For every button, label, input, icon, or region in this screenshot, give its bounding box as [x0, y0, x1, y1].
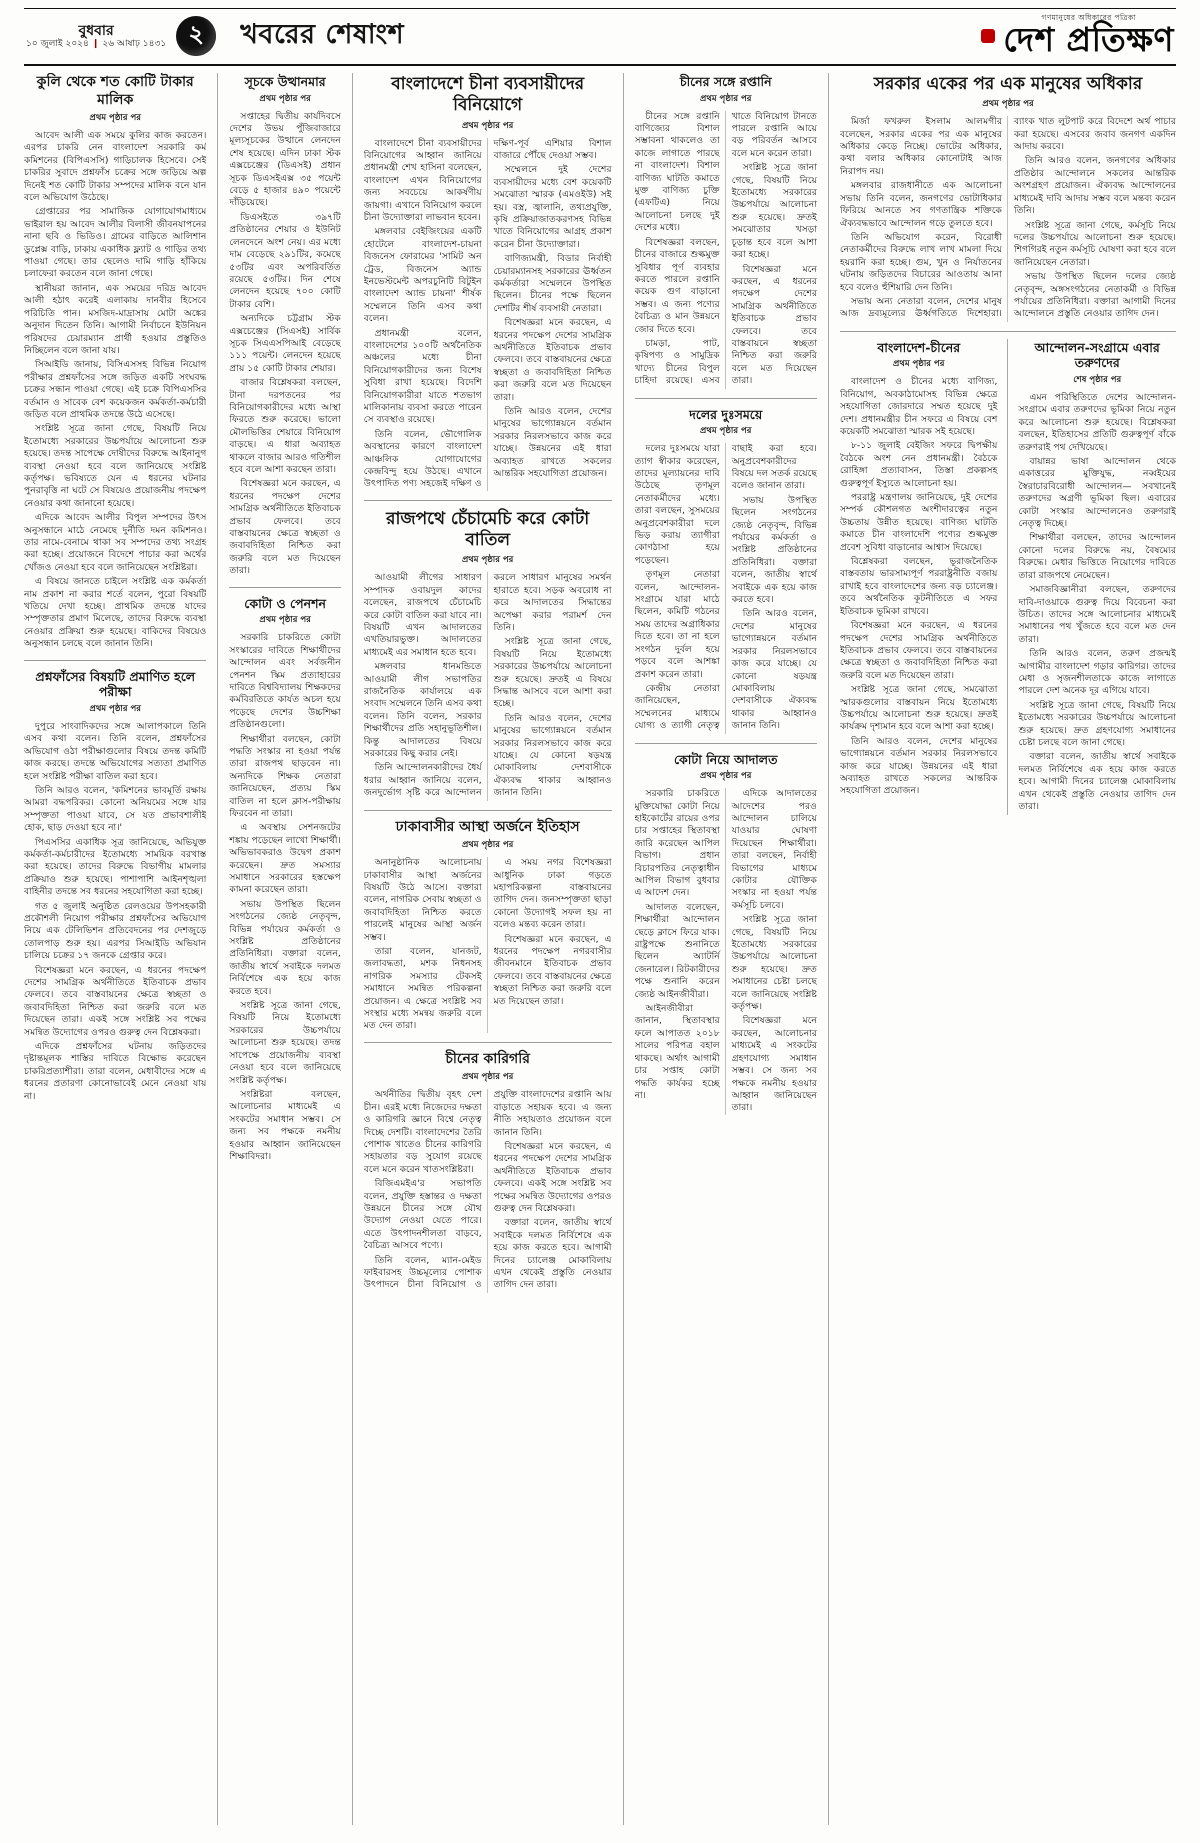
- paragraph: বিশ্লেষকরা বলছেন, ভূরাজনৈতিক বাস্তবতায় ভারসাম্যপূর্ণ পররাষ্ট্রনীতি বজায় রাখাই হবে বাংলাদেশের জন্য বড় চ্যালেঞ্জ। তবে অর্থনৈতিক কূটনীতিতে এ সফর ইতিবাচক ভূমিকা রাখবে।: [839, 556, 998, 617]
- paragraph: সংশ্লিষ্ট সূত্রে জানা গেছে, সমঝোতা স্মারকগুলোর বাস্তবায়ন নিয়ে ইতোমধ্যে উচ্চপর্যায়ে আলোচনা শুরু হয়েছে। দ্রুতই কার্যক্রম দৃশ্যমান হবে বলে আশা করা হচ্ছে।: [839, 684, 998, 733]
- article-body: [229, 111, 340, 578]
- column-4: [635, 73, 817, 1825]
- date-separator-icon: ❙: [91, 38, 100, 49]
- continued-from-label: প্রথম পৃষ্ঠার পর: [700, 426, 752, 437]
- article-dhakabashir-astha: [364, 810, 612, 1033]
- paragraph: শিক্ষার্থীরা বলছেন, কোটা পদ্ধতি সংস্কার না হওয়া পর্যন্ত তারা রাজপথ ছাড়বেন না। অন্যদিকে শিক্ষক নেতারা জানিয়েছেন, প্রত্যয় স্কিম বাতিল না হলে ক্লাস-পরীক্ষায় ফিরবেন না তারা।: [229, 733, 341, 819]
- article-body: [364, 572, 612, 800]
- article-title: চীনের কারিগরি: [445, 1050, 530, 1067]
- paragraph: বাংলাদেশে চীনা ব্যবসায়ীদের বিনিয়োগের আহ্বান জানিয়ে প্রধানমন্ত্রী শেখ হাসিনা বলেছেন, বাংলাদেশ এখন বিনিয়োগের জন্য সবচেয়ে আকর্ষণীয় জায়গা। এখানে বিনিয়োগ করলে চীনা উদ্যোক্তারা লাভবান হবেন।: [363, 137, 482, 223]
- continued-from-label: প্রথম পৃষ্ঠার পর: [893, 359, 945, 370]
- paragraph: সংশ্লিষ্ট সূত্রে জানা গেছে, বিষয়টি নিয়ে ইতোমধ্যে সরকারের উচ্চপর্যায়ে আলোচনা শুরু হয়েছে। তদন্ত সাপেক্ষে দোষীদের বিরুদ্ধে আইনানুগ ব্যবস্থা নেওয়া হবে বলে জানিয়েছে সংশ্লিষ্ট কর্তৃপক্ষ। ভবিষ্যতে যেন এ ধরনের ঘটনার পুনরাবৃত্তি না ঘটে সে বিষয়েও প্রয়োজনীয় পদক্ষেপ নেওয়ার কথা জানানো হয়েছে।: [24, 423, 207, 509]
- article-proshnofash-porikkha: [24, 660, 206, 1103]
- article-body: [635, 788, 817, 1115]
- article-title: বাংলাদেশে চীনা ব্যবসায়ীদের বিনিয়োগে: [391, 74, 585, 116]
- paragraph: এদিকে আবেদ আলীর বিপুল সম্পদের উৎস অনুসন্ধানে মাঠে নেমেছে দুর্নীতি দমন কমিশনও। তার নামে-বেনামে থাকা সব সম্পদের তথ্য সংগ্রহ করা হচ্ছে। প্রয়োজনে বিদেশে পাচার করা অর্থের খোঁজও নেওয়া হবে বলে জানিয়েছেন সংশ্লিষ্টরা।: [24, 512, 207, 573]
- paragraph: তারা বলেন, যানজট, জলাবদ্ধতা, মশক নিধনসহ নাগরিক সমস্যার টেকসই সমাধানে সমন্বিত পরিকল্পনা প্রয়োজন। এ ক্ষেত্রে সংশ্লিষ্ট সব সংস্থার মধ্যে সমন্বয় জরুরি বলে মত দেন তারা।: [363, 946, 482, 1032]
- paragraph: তিনি আন্দোলনকারীদের ধৈর্য ধরার আহ্বান জানিয়ে বলেন, জনদুর্ভোগ সৃষ্টি করে আন্দোলন করলে সাধারণ মানুষের সমর্থন হারাতে হবে। সড়ক অবরোধ না করে আদালতের সিদ্ধান্তের অপেক্ষা করার পরামর্শ দেন তিনি।: [363, 572, 612, 799]
- paragraph: এ সময় নগর বিশেষজ্ঞরা আধুনিক ঢাকা গড়তে মহাপরিকল্পনা বাস্তবায়নের তাগিদ দেন। জনসম্পৃক্ততা ছাড়া কোনো উদ্যোগই সফল হয় না বলেও মন্তব্য করেন তারা।: [493, 857, 612, 931]
- continued-from-label: প্রথম পৃষ্ঠার পর: [461, 840, 514, 851]
- article-body: [840, 376, 998, 797]
- paragraph: সংশ্লিষ্ট সূত্রে জানা গেছে, বিষয়টি নিয়ে ইতোমধ্যে সরকারের উচ্চপর্যায়ে আলোচনা শুরু হয়েছে। দ্রুত গ্রহণযোগ্য সমাধানের চেষ্টা চলছে বলে জানা গেছে।: [1018, 699, 1176, 748]
- date-bengali: ২৬ আষাঢ় ১৪৩১: [102, 38, 167, 49]
- masthead-logo-icon: [981, 29, 995, 43]
- date-gregorian: ১০ জুলাই ২০২৪: [26, 38, 89, 49]
- column-divider: [217, 73, 218, 1825]
- paragraph: তিনি আরও বলেন, দেশের মানুষের ভাগ্যোন্নয়নে বর্তমান সরকার নিরলসভাবে কাজ করে যাচ্ছে। যে কোনো ষড়যন্ত্র মোকাবিলায় দেশবাসীকে ঐক্যবদ্ধ থাকার আহ্বানও জানান তিনি।: [493, 712, 612, 799]
- article-chiner-karigori: [364, 1042, 612, 1293]
- paragraph: বিশেষজ্ঞরা বলছেন, চীনের বাজারে শুল্কমুক্ত সুবিধার পূর্ণ ব্যবহার করতে পারলে রপ্তানি কয়েক গুণ বাড়ানো সম্ভব। এ জন্য পণ্যের বৈচিত্র্য ও মান উন্নয়নে জোর দিতে হবে।: [634, 236, 720, 335]
- paragraph: আদালত বলেছেন, শিক্ষার্থীরা আন্দোলন ছেড়ে ক্লাসে ফিরে যাক। রাষ্ট্রপক্ষে শুনানিতে ছিলেন অ্যাটর্নি জেনারেল। রিটকারীদের পক্ষে শুনানি করেন জ্যেষ্ঠ আইনজীবীরা।: [634, 901, 720, 1000]
- section-title: খবরের শেষাংশ: [240, 18, 405, 50]
- paragraph: বিজিএমইএ'র সভাপতি বলেন, প্রযুক্তি হস্তান্তর ও দক্ষতা উন্নয়নে চীনের সঙ্গে যৌথ উদ্যোগ নেওয়া যেতে পারে। এতে উৎপাদনশীলতা বাড়বে, বৈচিত্র্য আসবে পণ্যে।: [363, 1178, 482, 1252]
- article-title: কোটা ও পেনশন: [244, 595, 326, 611]
- paragraph: সংশ্লিষ্ট সূত্রে জানা গেছে, বিষয়টি নিয়ে ইতোমধ্যে সরকারের উচ্চপর্যায়ে আলোচনা শুরু হয়েছে। দ্রুতই এ বিষয়ে সিদ্ধান্ত আসবে বলে আশা করা হচ্ছে।: [493, 636, 612, 710]
- paragraph: গ্রেপ্তারের পর সামাজিক যোগাযোগমাধ্যমে ভাইরাল হয় আবেদ আলীর বিলাসী জীবনযাপনের নানা ছবি ও ভিডিও। গ্রামের বাড়িতে আলিশান ডুপ্লেক্স বাড়ি, ঢাকায় একাধিক ফ্ল্যাট ও গাড়ির তথ্য পাওয়া গেছে। তার ছেলেও দামি গাড়ি হাঁকিয়ে চলাফেরা করতেন বলে জানা গেছে।: [24, 206, 207, 280]
- continued-from-label: প্রথম পৃষ্ঠার পর: [89, 703, 141, 714]
- paragraph: তিনি আরও বলেন, জনগণের অধিকার প্রতিষ্ঠার আন্দোলনে সকলের আন্তরিক অংশগ্রহণ প্রয়োজন। ঐক্যবদ্ধ আন্দোলনের মাধ্যমেই দাবি আদায় সম্ভব বলে মন্তব্য করেন তিনি।: [1013, 155, 1176, 217]
- paragraph: মঙ্গলবার ধানমন্ডিতে আওয়ামী লীগ সভাপতির রাজনৈতিক কার্যালয়ে এক সংবাদ সম্মেলনে তিনি এসব কথা বলেন। তিনি বলেন, সরকার শিক্ষার্থীদের প্রতি সহানুভূতিশীল। কিন্তু আদালতের বিষয়ে সরকারের কিছু করার নেই।: [363, 661, 482, 760]
- paragraph: বিশেষজ্ঞরা মনে করছেন, এ ধরনের পদক্ষেপ দেশের সামগ্রিক অর্থনীতিতে ইতিবাচক প্রভাব ফেলবে। তবে বাস্তবায়নের ক্ষেত্রে স্বচ্ছতা ও জবাবদিহিতা নিশ্চিত করা জরুরি বলে মত দিয়েছেন তারা।: [229, 478, 341, 577]
- paragraph: তিনি আরও বলেন, তরুণ প্রজন্মই আগামীর বাংলাদেশ গড়ার কারিগর। তাদের মেধা ও সৃজনশীলতাকে কাজে লাগাতে পারলে দেশ অনেক দূর এগিয়ে যাবে।: [1018, 648, 1176, 697]
- page-number-badge: ২: [176, 16, 216, 56]
- article-bangladesh-chiner: [840, 340, 998, 798]
- paragraph: সম্মেলনে দুই দেশের ব্যবসায়ীদের মধ্যে বেশ কয়েকটি সমঝোতা স্মারক (এমওইউ) সই হয়। বস্ত্র, জ্বালানি, তথ্যপ্রযুক্তি, কৃষি প্রক্রিয়াজাতকরণসহ বিভিন্ন খাতে বিনিয়োগের আগ্রহ প্রকাশ করেন চীনা উদ্যোক্তারা।: [493, 164, 612, 250]
- article-body: [364, 857, 612, 1033]
- article-body: [364, 1089, 612, 1293]
- column-divider: [1007, 339, 1008, 816]
- article-title: কুলি থেকে শত কোটি টাকার মালিক: [36, 74, 194, 108]
- paragraph: বিশেষজ্ঞরা মনে করছেন, এ ধরনের পদক্ষেপ দেশের সামগ্রিক অর্থনীতিতে ইতিবাচক প্রভাব ফেলবে। একই সঙ্গে সংশ্লিষ্ট সব পক্ষের সমন্বিত উদ্যোগের ওপরও গুরুত্ব দেন বিশ্লেষকরা।: [493, 1141, 612, 1215]
- paragraph: আবেদ আলী এক সময়ে কুলির কাজ করতেন। এরপর চাকরি নেন বাংলাদেশ সরকারি কর্ম কমিশনের (বিপিএসসি) গাড়িচালক হিসেবে। সেই চাকরির সুবাদে প্রশ্নফাঁস চক্রের সঙ্গে জড়িয়ে অল্প দিনেই শত কোটি টাকার সম্পদের মালিক বনে যান বলে অভিযোগ উঠেছে।: [24, 130, 207, 204]
- article-title: দলের দুঃসময়ে: [689, 406, 763, 422]
- paragraph: বাণিজ্যমন্ত্রী, বিডার নির্বাহী চেয়ারম্যানসহ সরকারের ঊর্ধ্বতন কর্মকর্তারা সম্মেলনে উপস্থিত ছিলেন। চীনের পক্ষে ছিলেন দেশটির শীর্ষ ব্যবসায়ী নেতারা।: [493, 253, 612, 314]
- continued-from-label: প্রথম পৃষ্ঠার পর: [89, 113, 141, 123]
- paragraph: সরকারি চাকরিতে কোটা সংস্কারের দাবিতে শিক্ষার্থীদের আন্দোলন এবং সর্বজনীন পেনশন স্কিম প্রত্যাহারের দাবিতে বিশ্ববিদ্যালয় শিক্ষকদের কর্মবিরতিতে কার্যত অচল হয়ে পড়েছে দেশের উচ্চশিক্ষা প্রতিষ্ঠানগুলো।: [229, 632, 341, 731]
- paragraph: তিনি বলেন, ম্যান-মেইড ফাইবারসহ উচ্চমূল্যের পোশাক উৎপাদনে চীনা বিনিয়োগ ও প্রযুক্তি বাংলাদেশের রপ্তানি আয় বাড়াতে সহায়ক হবে। এ জন্য নীতি সহায়তাও প্রয়োজন বলে জানান তিনি।: [363, 1089, 612, 1291]
- continued-from-label: শেষ পৃষ্ঠার পর: [1073, 375, 1122, 385]
- paragraph: সংশ্লিষ্ট সূত্রে জানা গেছে, কর্মসূচি নিয়ে দলের উচ্চপর্যায়ে আলোচনা শুরু হয়েছে। শিগগিরই নতুন কর্মসূচি ঘোষণা করা হবে বলে জানিয়েছেন নেতারা।: [1013, 219, 1176, 268]
- continued-from-label: প্রথম পৃষ্ঠার পর: [982, 99, 1034, 110]
- article-shuchoke-utthan: [229, 74, 340, 578]
- article-body: [24, 130, 206, 651]
- paragraph: চামড়া, পাট, কৃষিপণ্য ও সামুদ্রিক খাদ্যে চীনের বিপুল চাহিদা রয়েছে। এসব খাতে বিনিয়োগ টানতে পারলে রপ্তানি আয়ে বড় পরিবর্তন আসবে বলে মনে করেন তারা।: [634, 110, 817, 387]
- continued-from-label: প্রথম পৃষ্ঠার পর: [259, 615, 311, 626]
- paragraph: বক্তারা বলেন, জাতীয় স্বার্থে সবাইকে দলমত নির্বিশেষে এক হয়ে কাজ করতে হবে। আগামী দিনের চ্যালেঞ্জ মোকাবিলায় এখন থেকেই প্রস্তুতি নেওয়ার তাগিদ দেন তারা।: [1018, 751, 1176, 812]
- continued-from-label: প্রথম পৃষ্ঠার পর: [461, 555, 514, 566]
- column-divider: [352, 73, 353, 1825]
- continued-from-label: প্রথম পৃষ্ঠার পর: [700, 771, 752, 782]
- article-body: [635, 111, 817, 389]
- paragraph: মঙ্গলবার রাজধানীতে এক আলোচনা সভায় তিনি বলেন, জনগণের ভোটাধিকার ফিরিয়ে আনতে সব গণতান্ত্রিক শক্তিকে ঐক্যবদ্ধভাবে আন্দোলন গড়ে তুলতে হবে।: [839, 180, 1002, 229]
- article-title: রাজপথে চেঁচামেচি করে কোটা বাতিল: [386, 508, 590, 551]
- paragraph: তিনি বলেন, ভৌগোলিক অবস্থানের কারণে বাংলাদেশ আঞ্চলিক যোগাযোগের কেন্দ্রবিন্দু হয়ে উঠছে। এখানে উৎপাদিত পণ্য সহজেই দক্ষিণ ও দক্ষিণ-পূর্ব এশিয়ার বিশাল বাজারে পৌঁছে দেওয়া সম্ভব।: [363, 137, 612, 490]
- paragraph: বিশেষজ্ঞরা মনে করছেন, এ ধরনের পদক্ষেপ দেশের সামগ্রিক অর্থনীতিতে ইতিবাচক প্রভাব ফেলবে। তবে বাস্তবায়নে স্বচ্ছতা নিশ্চিত করা জরুরি বলে মত দিয়েছেন তারা।: [731, 263, 817, 387]
- paragraph: তিনি আরও বলেন, 'কমিশনের ভাবমূর্তি রক্ষায় আমরা বদ্ধপরিকর। কোনো অনিয়মের সঙ্গে যার সম্পৃক্ততা পাওয়া যাবে, সে যত প্রভাবশালীই হোক, ছাড় দেওয়া হবে না।': [24, 784, 207, 834]
- day-name: বুধবার: [78, 22, 114, 39]
- paragraph: মির্জা ফখরুল ইসলাম আলমগীর বলেছেন, সরকার একের পর এক মানুষের অধিকার কেড়ে নিচ্ছে। ভোটের অধিকার, কথা বলার অধিকার কোনোটাই আজ নিরাপদ নয়।: [839, 116, 1002, 177]
- paragraph: বিশেষজ্ঞরা মনে করছেন, আলোচনার মাধ্যমেই এ সংকটের গ্রহণযোগ্য সমাধান সম্ভব। সে জন্য সব পক্ষকে নমনীয় হওয়ার আহ্বান জানিয়েছেন তারা।: [731, 1015, 817, 1114]
- paragraph: কেন্দ্রীয় নেতারা জানিয়েছেন, সম্মেলনের মাধ্যমে যোগ্য ও ত্যাগী নেতৃত্ব বাছাই করা হবে। অনুপ্রবেশকারীদের বিষয়ে দল সতর্ক রয়েছে বলেও জানান তারা।: [634, 443, 817, 732]
- paragraph: সিআইডি জানায়, বিসিএসসহ বিভিন্ন নিয়োগ পরীক্ষার প্রশ্নফাঁসের সঙ্গে জড়িত একটি সংঘবদ্ধ চক্রের সন্ধান পাওয়া গেছে। এই চক্রে বিপিএসসির বর্তমান ও সাবেক বেশ কয়েকজন কর্মকর্তা-কর্মচারী জড়িত বলে প্রাথমিক তদন্তে উঠে এসেছে।: [24, 359, 207, 420]
- article-kota-niye-adalot: [635, 743, 817, 1115]
- article-doler-duhshomoy: [635, 398, 817, 734]
- paragraph: সংশ্লিষ্ট সূত্রে জানা গেছে, বিষয়টি নিয়ে ইতোমধ্যে সরকারের উচ্চপর্যায়ে আলোচনা শুরু হয়েছে। দ্রুত সমাধানের চেষ্টা চলছে বলে জানিয়েছে সংশ্লিষ্ট কর্তৃপক্ষ।: [731, 914, 817, 1013]
- article-andolon-tarunder: [1018, 340, 1176, 814]
- continued-from-label: প্রথম পৃষ্ঠার পর: [700, 93, 752, 104]
- paragraph: অর্থনীতির দ্বিতীয় বৃহৎ দেশ চীন। এরই মধ্যে নিজেদের দক্ষতা ও কারিগরি জ্ঞানে বিশ্বে নেতৃত্ব দিচ্ছে দেশটি। বাংলাদেশের তৈরি পোশাক খাতেও চীনের কারিগরি সহায়তার বড় সুযোগ রয়েছে বলে মনে করেন খাতসংশ্লিষ্টরা।: [363, 1089, 482, 1175]
- paragraph: ডিএসইতে ৩৯৭টি প্রতিষ্ঠানের শেয়ার ও ইউনিট লেনদেনে অংশ নেয়। এর মধ্যে দাম বেড়েছে ২৯১টির, কমেছে ৫৩টির এবং অপরিবর্তিত রয়েছে ৫৩টির। দিন শেষে লেনদেন হয়েছে ৭০০ কোটি টাকার বেশি।: [229, 211, 341, 310]
- paragraph: আওয়ামী লীগের সাধারণ সম্পাদক ওবায়দুল কাদের বলেছেন, রাজপথে চেঁচামেচি করে কোটা বাতিল করা যাবে না। বিষয়টি এখন আদালতের এখতিয়ারভুক্ত। আদালতের মাধ্যমেই এর সমাধান হতে হবে।: [363, 572, 482, 658]
- article-sorkar-odhikar: [840, 74, 1176, 322]
- paragraph: বাজার বিশ্লেষকরা বলছেন, টানা দরপতনের পর বিনিয়োগকারীদের মধ্যে আস্থা ফিরতে শুরু করেছে। ভালো মৌলভিত্তির শেয়ারে বিনিয়োগ বাড়ছে। এ ধারা অব্যাহত থাকলে বাজার আরও গতিশীল হবে বলে আশা করছেন তারা।: [229, 377, 341, 475]
- paragraph: সভায় অন্য নেতারা বলেন, দেশের মানুষ আজ দ্রব্যমূল্যের ঊর্ধ্বগতিতে দিশেহারা। ব্যাংক খাত লুটপাট করে বিদেশে অর্থ পাচার করা হয়েছে। এসবের জবাব জনগণ একদিন আদায় করবে।: [839, 116, 1176, 320]
- column-2: [229, 73, 340, 1825]
- article-title: প্রশ্নফাঁসের বিষয়টি প্রমাণিত হলে পরীক্ষা: [35, 668, 196, 700]
- paragraph: এদিকে প্রশ্নফাঁসের ঘটনায় জড়িতদের দৃষ্টান্তমূলক শাস্তির দাবিতে বিক্ষোভ করেছেন চাকরিপ্রত্যাশীরা। তারা বলেন, মেধাবীদের সঙ্গে এ ধরনের প্রতারণা কোনোভাবেই মেনে নেওয়া যায় না।: [24, 1041, 207, 1102]
- paragraph: সংশ্লিষ্ট সূত্রে জানা গেছে, বিষয়টি নিয়ে ইতোমধ্যে সরকারের উচ্চপর্যায়ে আলোচনা শুরু হয়েছে। দ্রুতই সমঝোতার খসড়া চূড়ান্ত হবে বলে আশা করা হচ্ছে।: [731, 162, 817, 261]
- paragraph: শিক্ষার্থীরা বলছেন, তাদের আন্দোলন কোনো দলের বিরুদ্ধে নয়, বৈষম্যের বিরুদ্ধে। মেধার ভিত্তিতে নিয়োগের দাবিতে তারা রাজপথে নেমেছেন।: [1018, 532, 1176, 581]
- paragraph: সংশ্লিষ্টরা বলছেন, আলোচনার মাধ্যমেই এ সংকটের সমাধান সম্ভব। সে জন্য সব পক্ষকে নমনীয় হওয়ার আহ্বান জানিয়েছেন শিক্ষাবিদরা।: [229, 1088, 341, 1162]
- paragraph: সংশ্লিষ্ট সূত্রে জানা গেছে, বিষয়টি নিয়ে ইতোমধ্যে সরকারের উচ্চপর্যায়ে আলোচনা শুরু হয়েছে। তদন্ত সাপেক্ষে প্রয়োজনীয় ব্যবস্থা নেওয়া হবে বলে জানিয়েছে সংশ্লিষ্ট কর্তৃপক্ষ।: [229, 1000, 341, 1086]
- paragraph: চীনের সঙ্গে রপ্তানি বাণিজ্যের বিশাল সম্ভাবনা থাকলেও তা কাজে লাগাতে পারছে না বাংলাদেশ। বিশাল বাণিজ্য ঘাটতি কমাতে মুক্ত বাণিজ্য চুক্তি (এফটিএ) নিয়ে আলোচনা চলছে দুই দেশের মধ্যে।: [634, 110, 720, 234]
- article-rajpothe-kota-batil: [364, 500, 612, 801]
- paragraph: আইনজীবীরা জানান, স্থিতাবস্থার ফলে আপাতত ২০১৮ সালের পরিপত্র বহাল থাকছে। অর্থাৎ আগামী চার সপ্তাহ কোটা পদ্ধতি কার্যকর হচ্ছে না।: [634, 1003, 720, 1101]
- column-divider: [828, 73, 829, 1825]
- article-kota-o-pension: [229, 587, 340, 1164]
- continued-from-label: প্রথম পৃষ্ঠার পর: [461, 120, 514, 131]
- article-body: [24, 721, 206, 1103]
- paragraph: বাংলাদেশ ও চীনের মধ্যে বাণিজ্য, বিনিয়োগ, অবকাঠামোসহ বিভিন্ন ক্ষেত্রে সহযোগিতা জোরদারে সম্মত হয়েছে দুই দেশ। প্রধানমন্ত্রীর চীন সফরে এ বিষয়ে বেশ কয়েকটি সমঝোতা স্মারক সই হয়েছে।: [839, 376, 998, 437]
- article-chiner-songe-roptani: [635, 74, 817, 389]
- date-block: [26, 23, 166, 49]
- article-body: [635, 443, 817, 733]
- article-body: [364, 138, 612, 491]
- paragraph: এমন পরিস্থিতিতে দেশের আন্দোলন-সংগ্রামে এবার তরুণদের ভূমিকা নিয়ে নতুন করে আলোচনা শুরু হয়েছে। বিশ্লেষকরা বলছেন, ইতিহাসের প্রতিটি গুরুত্বপূর্ণ বাঁকে তরুণরাই পথ দেখিয়েছে।: [1018, 392, 1176, 453]
- paragraph: সভায় উপস্থিত ছিলেন দলের জ্যেষ্ঠ নেতৃবৃন্দ, অঙ্গসংগঠনের নেতাকর্মী ও বিভিন্ন পর্যায়ের প্রতিনিধিরা। বক্তারা আগামী দিনের আন্দোলনে প্রস্তুতি নেওয়ার তাগিদ দেন।: [1013, 271, 1176, 320]
- article-title: কোটা নিয়ে আদালত: [673, 751, 778, 767]
- paragraph: এ বিষয়ে জানতে চাইলে সংশ্লিষ্ট এক কর্মকর্তা নাম প্রকাশ না করার শর্তে বলেন, পুরো বিষয়টি খতিয়ে দেখা হচ্ছে। প্রাথমিক তদন্তে যাদের সম্পৃক্ততার প্রমাণ মিলেছে, তাদের বিরুদ্ধে ব্যবস্থা নেওয়ার প্রক্রিয়া শুরু হয়েছে। বাকিদের বিষয়েও অনুসন্ধান চলছে বলে জানান তিনি।: [24, 576, 207, 650]
- article-title: বাংলাদেশ-চীনের: [877, 339, 961, 355]
- right-split-row: [840, 331, 1176, 816]
- paragraph: দুপুরে সাংবাদিকদের সঙ্গে আলাপকালে তিনি এসব কথা বলেন। তিনি বলেন, প্রশ্নফাঁসের অভিযোগ ওঠা পরীক্ষাগুলোর বিষয়ে তদন্ত কমিটি কাজ করছে। তদন্তে অভিযোগের সত্যতা প্রমাণিত হলে সংশ্লিষ্ট পরীক্ষা বাতিল করা হবে।: [24, 720, 207, 782]
- paragraph: গত ৫ জুলাই অনুষ্ঠিত রেলওয়ের উপসহকারী প্রকৌশলী নিয়োগ পরীক্ষার প্রশ্নফাঁসের অভিযোগ নিয়ে এক টেলিভিশন প্রতিবেদনের পর দেশজুড়ে তোলপাড় শুরু হয়। এরপর সিআইডি অভিযান চালিয়ে চক্রের ১৭ জনকে গ্রেপ্তার করে।: [24, 900, 207, 962]
- article-title: সূচকে উত্থানমার: [244, 74, 326, 89]
- paragraph: অনানুষ্ঠানিক আলোচনায় ঢাকাবাসীর আস্থা অর্জনের বিষয়টি উঠে আসে। বক্তারা বলেন, নাগরিক সেবায় স্বচ্ছতা ও জবাবদিহিতা নিশ্চিত করতে পারলেই মানুষের আস্থা অর্জন সম্ভব।: [363, 857, 482, 943]
- paragraph: দলের দুঃসময়ে যারা ত্যাগ স্বীকার করেছেন, তাদের মূল্যায়নের দাবি উঠেছে তৃণমূল নেতাকর্মীদের মধ্যে। তারা বলছেন, সুসময়ের অনুপ্রবেশকারীরা দলে ভিড় করায় ত্যাগীরা কোণঠাসা হয়ে পড়েছেন।: [634, 443, 720, 566]
- paragraph: অন্যদিকে চট্টগ্রাম স্টক এক্সচেঞ্জের (সিএসই) সার্বিক সূচক সিএএসপিআই বেড়েছে ১১১ পয়েন্ট। লেনদেন হয়েছে প্রায় ১৫ কোটি টাকার শেয়ার।: [229, 313, 341, 374]
- column-1: [24, 73, 206, 1825]
- paragraph: পিএসসির একাধিক সূত্র জানিয়েছে, অভিযুক্ত কর্মকর্তা-কর্মচারীদের ইতোমধ্যে সাময়িক বরখাস্ত করা হয়েছে। তাদের বিরুদ্ধে বিভাগীয় মামলার প্রক্রিয়াও শুরু হয়েছে। পাশাপাশি আইনশৃঙ্খলা বাহিনীর তদন্তে সব ধরনের সহযোগিতা করা হচ্ছে।: [24, 836, 207, 898]
- paragraph: বক্তারা বলেন, জাতীয় স্বার্থে সবাইকে দলমত নির্বিশেষে এক হয়ে কাজ করতে হবে। আগামী দিনের চ্যালেঞ্জ মোকাবিলায় এখন থেকেই প্রস্তুতি নেওয়ার তাগিদ দেন তারা।: [493, 1217, 612, 1291]
- paragraph: তিনি অভিযোগ করেন, বিরোধী নেতাকর্মীদের বিরুদ্ধে লাখ লাখ মামলা দিয়ে হয়রানি করা হচ্ছে। গুম, খুন ও নির্যাতনের ঘটনায় জড়িতদের বিচারের আওতায় আনা হবে বলেও হুঁশিয়ারি দেন তিনি।: [839, 231, 1002, 293]
- paragraph: সভায় উপস্থিত ছিলেন সংগঠনের জ্যেষ্ঠ নেতৃবৃন্দ, বিভিন্ন পর্যায়ের কর্মকর্তা ও সংশ্লিষ্ট প্রতিষ্ঠানের প্রতিনিধিরা। বক্তারা বলেন, জাতীয় স্বার্থে সবাইকে এক হয়ে কাজ করতে হবে।: [731, 494, 817, 606]
- paragraph: পররাষ্ট্র মন্ত্রণালয় জানিয়েছে, দুই দেশের সম্পর্ক কৌশলগত অংশীদারত্বের নতুন উচ্চতায় উন্নীত হয়েছে। বাণিজ্য ঘাটতি কমাতে চীন বাংলাদেশি পণ্যের শুল্কমুক্ত প্রবেশ সুবিধা বাড়ানোর আশ্বাস দিয়েছে।: [839, 492, 998, 553]
- page-columns: [24, 73, 1176, 1825]
- paragraph: তিনি আরও বলেন, দেশের মানুষের ভাগ্যোন্নয়নে বর্তমান সরকার নিরলসভাবে কাজ করে যাচ্ছে। উন্নয়নের এই ধারা অব্যাহত রাখতে সকলের আন্তরিক সহযোগিতা প্রয়োজন।: [839, 735, 998, 797]
- paragraph: সভায় উপস্থিত ছিলেন সংগঠনের জ্যেষ্ঠ নেতৃবৃন্দ, বিভিন্ন পর্যায়ের কর্মকর্তা ও সংশ্লিষ্ট প্রতিষ্ঠানের প্রতিনিধিরা। বক্তারা বলেন, জাতীয় স্বার্থে সবাইকে দলমত নির্বিশেষে এক হয়ে কাজ করতে হবে।: [229, 898, 341, 997]
- paragraph: সপ্তাহের দ্বিতীয় কার্যদিবসে দেশের উভয় পুঁজিবাজারে মূল্যসূচকের উত্থানে লেনদেন শেষ হয়েছে। এদিন ঢাকা স্টক এক্সচেঞ্জের (ডিএসই) প্রধান সূচক ডিএসইএক্স ৩৫ পয়েন্ট বেড়ে ৫ হাজার ৪৯০ পয়েন্টে দাঁড়িয়েছে।: [229, 110, 341, 209]
- paragraph: বিশেষজ্ঞরা মনে করছেন, এ ধরনের পদক্ষেপ দেশের সামগ্রিক অর্থনীতিতে ইতিবাচক প্রভাব ফেলবে। তবে বাস্তবায়নের ক্ষেত্রে স্বচ্ছতা ও জবাবদিহিতা নিশ্চিত করা জরুরি বলে মত দিয়েছেন তারা।: [493, 317, 612, 403]
- article-body: [840, 116, 1176, 322]
- article-china-biniyog: [364, 74, 612, 491]
- paragraph: বিশেষজ্ঞরা মনে করছেন, এ ধরনের পদক্ষেপ দেশের সামগ্রিক অর্থনীতিতে ইতিবাচক প্রভাব ফেলবে। তবে বাস্তবায়নের ক্ষেত্রে স্বচ্ছতা ও জবাবদিহিতা নিশ্চিত করা জরুরি বলে মত দিয়েছেন তারা।: [839, 620, 998, 681]
- paragraph: সমাজবিজ্ঞানীরা বলছেন, তরুণদের দাবি-দাওয়াকে গুরুত্ব দিয়ে বিবেচনা করা উচিত। তাদের সঙ্গে আলোচনার মাধ্যমেই সমাধানের পথ খুঁজতে হবে বলে মত দেন তারা।: [1018, 584, 1176, 645]
- paragraph: এ অবস্থায় সেশনজটের শঙ্কায় পড়েছেন লাখো শিক্ষার্থী। অভিভাবকরাও উদ্বেগ প্রকাশ করেছেন। দ্রুত সমস্যার সমাধানে সরকারের হস্তক্ষেপ কামনা করেছেন তারা।: [229, 822, 341, 896]
- paragraph: মঙ্গলবার বেইজিংয়ের একটি হোটেলে বাংলাদেশ-চায়না বিজনেস ফোরামের 'সামিট অন ট্রেড, বিজনেস অ্যান্ড ইনভেস্টমেন্ট অপরচুনিটি বিটুইন বাংলাদেশ অ্যান্ড চায়না' শীর্ষক সম্মেলনে তিনি এসব কথা বলেন।: [363, 226, 482, 325]
- column-right: [840, 73, 1176, 1825]
- paragraph: তৃণমূল নেতারা বলেন, আন্দোলন-সংগ্রামে যারা মাঠে ছিলেন, কমিটি গঠনের সময় তাদের অগ্রাধিকার দিতে হবে। তা না হলে সংগঠন দুর্বল হয়ে পড়বে বলে আশঙ্কা প্রকাশ করেন তারা।: [634, 569, 720, 680]
- paragraph: তিনি আরও বলেন, দেশের মানুষের ভাগ্যোন্নয়নে বর্তমান সরকার নিরলসভাবে কাজ করে যাচ্ছে। উন্নয়নের এই ধারা অব্যাহত রাখতে সকলের আন্তরিক সহযোগিতা প্রয়োজন।: [493, 406, 612, 480]
- article-title: সরকার একের পর এক মানুষের অধিকার: [873, 74, 1143, 94]
- paragraph: সরকারি চাকরিতে মুক্তিযোদ্ধা কোটা নিয়ে হাইকোর্টের রায়ের ওপর চার সপ্তাহের স্থিতাবস্থা জারি করেছেন আপিল বিভাগ। প্রধান বিচারপতির নেতৃত্বাধীন আপিল বিভাগ বুধবার এ আদেশ দেন।: [634, 788, 720, 899]
- paragraph: বিশেষজ্ঞরা মনে করছেন, এ ধরনের পদক্ষেপ দেশের সামগ্রিক অর্থনীতিতে ইতিবাচক প্রভাব ফেলবে। তবে বাস্তবায়নের ক্ষেত্রে স্বচ্ছতা ও জবাবদিহিতা নিশ্চিত করা জরুরি বলে মত দিয়েছেন তারা। একই সঙ্গে সংশ্লিষ্ট সব পক্ষের সমন্বিত উদ্যোগের ওপরও গুরুত্ব দেন বিশ্লেষকরা।: [24, 964, 207, 1038]
- article-kuli-theke-koti: [24, 74, 206, 651]
- page-header: [24, 8, 1176, 66]
- date-line: [26, 39, 166, 49]
- article-title: চীনের সঙ্গে রপ্তানি: [679, 74, 772, 89]
- paragraph: ৮-১১ জুলাই বেইজিং সফরে দ্বিপক্ষীয় বৈঠকে অংশ নেন প্রধানমন্ত্রী। বৈঠকে রোহিঙ্গা প্রত্যাবাসন, তিস্তা প্রকল্পসহ গুরুত্বপূর্ণ ইস্যুতে আলোচনা হয়।: [839, 440, 998, 489]
- continued-from-label: প্রথম পৃষ্ঠার পর: [461, 1072, 514, 1083]
- article-title: ঢাকাবাসীর আস্থা অর্জনে ইতিহাস: [395, 818, 580, 835]
- paragraph: প্রধানমন্ত্রী বলেন, বাংলাদেশের ১০০টি অর্থনৈতিক অঞ্চলের মধ্যে চীনা বিনিয়োগকারীদের জন্য বিশেষ সুবিধা রাখা হয়েছে। বিদেশি বিনিয়োগকারীরা যাতে শতভাগ মালিকানায় ব্যবসা করতে পারেন সে ব্যবস্থাও রয়েছে।: [363, 327, 482, 426]
- paragraph: বিশেষজ্ঞরা মনে করছেন, এ ধরনের পদক্ষেপ নগরবাসীর জীবনমানে ইতিবাচক প্রভাব ফেলবে। তবে বাস্তবায়নের ক্ষেত্রে স্বচ্ছতা নিশ্চিত করা জরুরি বলে মত দিয়েছেন তারা।: [493, 933, 612, 1007]
- paragraph: এদিকে আদালতের আদেশের পরও আন্দোলন চালিয়ে যাওয়ার ঘোষণা দিয়েছেন শিক্ষার্থীরা। তারা বলছেন, নির্বাহী বিভাগের মাধ্যমে কোটার যৌক্তিক সংস্কার না হওয়া পর্যন্ত কর্মসূচি চলবে।: [731, 788, 817, 911]
- masthead-title: দেশ প্রতিক্ষণ: [1003, 20, 1174, 60]
- paragraph: তিনি আরও বলেন, দেশের মানুষের ভাগ্যোন্নয়নে বর্তমান সরকার নিরলসভাবে কাজ করে যাচ্ছে। যে কোনো ষড়যন্ত্র মোকাবিলায় দেশবাসীকে ঐক্যবদ্ধ থাকার আহ্বানও জানান তিনি।: [731, 608, 817, 732]
- article-body: [1018, 392, 1176, 813]
- column-middle: [364, 73, 612, 1825]
- article-title: আন্দোলন-সংগ্রামে এবার তরুণদের: [1034, 339, 1160, 371]
- paragraph: বায়ান্নর ভাষা আন্দোলন থেকে একাত্তরের মুক্তিযুদ্ধ, নব্বইয়ের স্বৈরাচারবিরোধী আন্দোলন— সবখানেই তরুণদের অগ্রণী ভূমিকা ছিল। এবারের কোটা সংস্কার আন্দোলনেও তরুণরাই নেতৃত্ব দিচ্ছে।: [1018, 456, 1176, 530]
- paragraph: স্থানীয়রা জানান, এক সময়ের দরিদ্র আবেদ আলী হঠাৎ করেই এলাকায় দানবীর হিসেবে পরিচিতি পান। মসজিদ-মাদ্রাসায় মোটা অঙ্কের অনুদান দিতেন তিনি। আগামী নির্বাচনে ইউনিয়ন পরিষদের চেয়ারম্যান প্রার্থী হওয়ার প্রস্তুতিও নিচ্ছিলেন বলে জানা যায়।: [24, 282, 207, 356]
- article-body: [229, 632, 340, 1163]
- column-divider: [623, 73, 624, 1825]
- continued-from-label: প্রথম পৃষ্ঠার পর: [259, 93, 311, 104]
- masthead-tagline: গণমানুষের অধিকারের পত্রিকা: [1041, 13, 1136, 23]
